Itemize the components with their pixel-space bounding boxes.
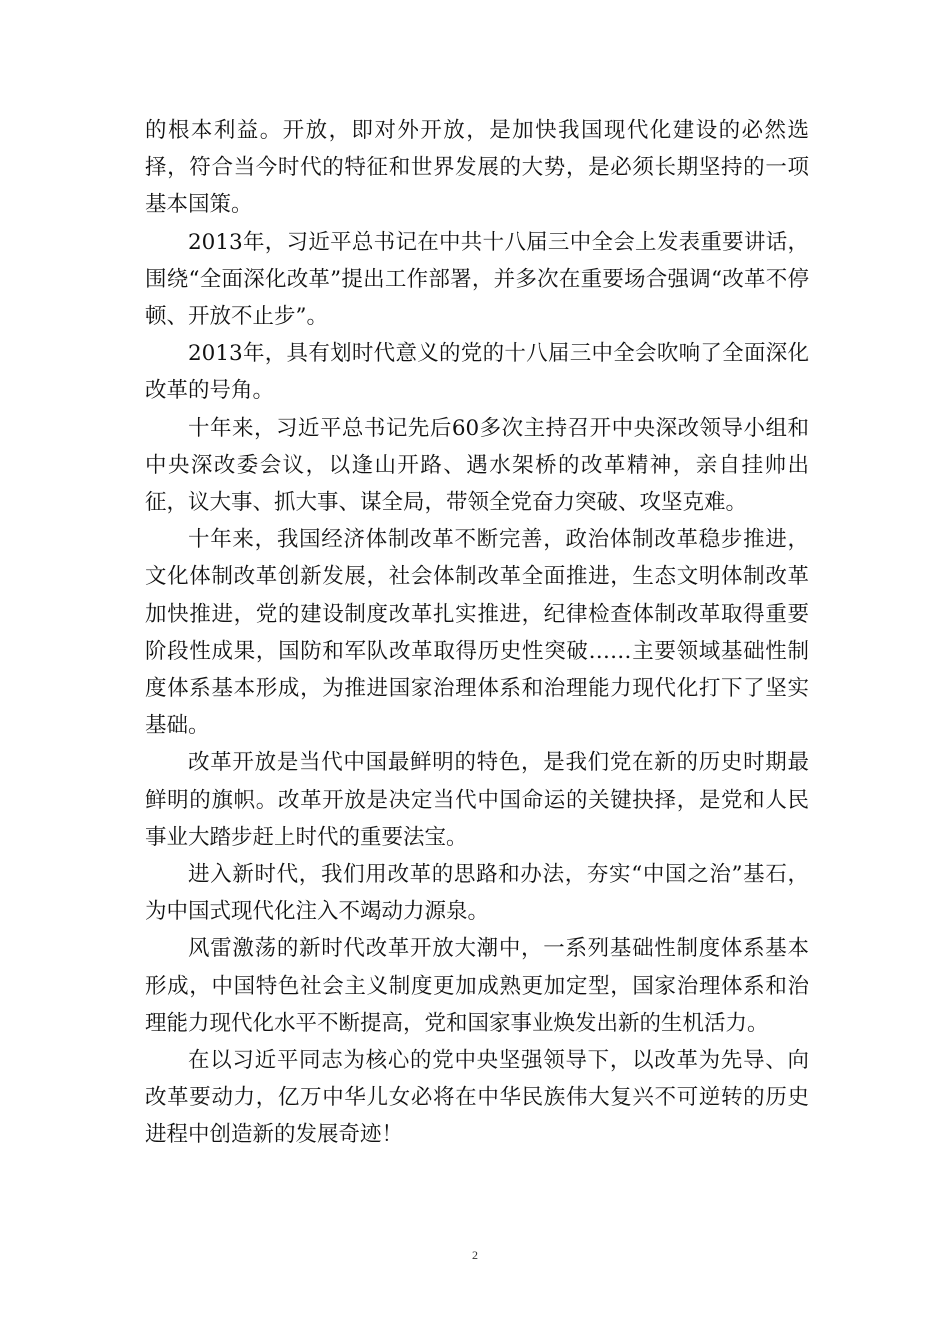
paragraph: 改革开放是当代中国最鲜明的特色，是我们党在新的历史时期最鲜明的旗帜。改革开放是决定当代中国命运的关键抉择，是党和人民事业大踏步赶上时代的重要法宝。 [145, 750, 809, 850]
paragraph: 2013年，习近平总书记在中共十八届三中全会上发表重要讲话，围绕“全面深化改革”提出工作部署，并多次在重要场合强调“改革不停顿、开放不止步”。 [145, 229, 809, 330]
paragraph: 在以习近平同志为核心的党中央坚强领导下，以改革为先导、向改革要动力，亿万中华儿女必将在中华民族伟大复兴不可逆转的历史进程中创造新的发展奇迹！ [145, 1048, 809, 1148]
document-body [145, 112, 809, 1154]
paragraph: 风雷激荡的新时代改革开放大潮中，一系列基础性制度体系基本形成，中国特色社会主义制度更加成熟更加定型，国家治理体系和治理能力现代化水平不断提高，党和国家事业焕发出新的生机活力。 [145, 936, 809, 1036]
paragraph: 进入新时代，我们用改革的思路和办法，夯实“中国之治”基石，为中国式现代化注入不竭动力源泉。 [145, 862, 809, 925]
paragraph: 2013年，具有划时代意义的党的十八届三中全会吹响了全面深化改革的号角。 [145, 341, 809, 404]
paragraph: 的根本利益。开放，即对外开放，是加快我国现代化建设的必然选择，符合当今时代的特征和世界发展的大势，是必须长期坚持的一项基本国策。 [145, 118, 809, 218]
paragraph: 十年来，习近平总书记先后60多次主持召开中央深改领导小组和中央深改委会议，以逢山开路、遇水架桥的改革精神，亲自挂帅出征，议大事、抓大事、谋全局，带领全党奋力突破、攻坚克难。 [145, 415, 809, 516]
page-number: 2 [472, 1248, 478, 1262]
paragraph: 十年来，我国经济体制改革不断完善，政治体制改革稳步推进，文化体制改革创新发展，社会体制改革全面推进，生态文明体制改革加快推进，党的建设制度改革扎实推进，纪律检查体制改革取得重要阶段性成果，国防和军队改革取得历史性突破……主要领域基础性制度体系基本形成，为推进国家治理体系和治理能力现代化打下了坚实基础。 [145, 527, 809, 739]
